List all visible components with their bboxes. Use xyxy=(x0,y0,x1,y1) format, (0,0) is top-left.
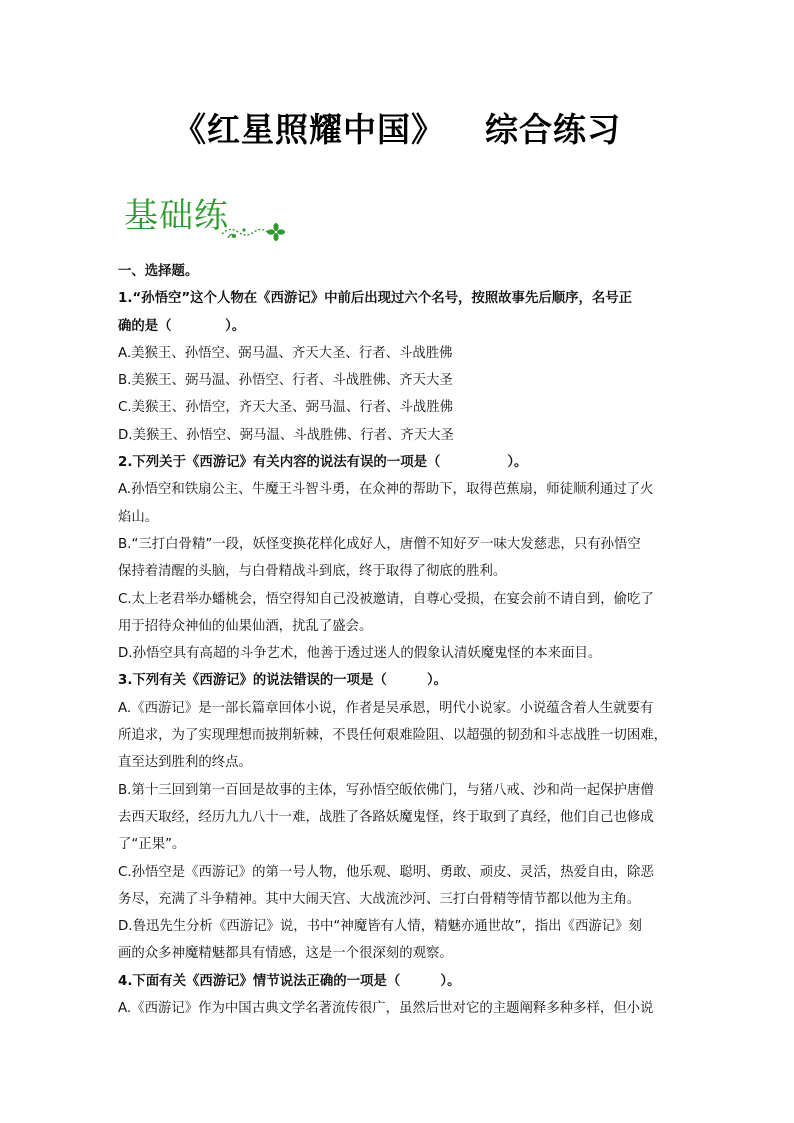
option-line: 务尽，充满了斗争精神。其中大闹天宫、大战流沙河、三打白骨精等情节都以他为主角。 xyxy=(118,891,641,907)
title-book-name: 《红星照耀中国》 xyxy=(173,110,445,149)
question-line: 1.“孙悟空”这个人物在《西游记》中前后出现过六个名号，按照故事先后顺序，名号正 xyxy=(118,291,633,307)
title-subtitle: 综合练习 xyxy=(485,110,621,149)
option-line: A.《西游记》是一部长篇章回体小说，作者是吴承恩，明代小说家。小说蕴含着人生就要有 xyxy=(118,700,654,716)
option-line: C.太上老君举办蟠桃会，悟空得知自己没被邀请，自尊心受损，在宴会前不请自到，偷吃了 xyxy=(118,591,654,607)
option-line: 保持着清醒的头脑，与白骨精战斗到底，终于取得了彻底的胜利。 xyxy=(118,564,507,580)
question-line: 3.下列有关《西游记》的说法错误的一项是（ ）。 xyxy=(118,673,448,689)
option-line: A.《西游记》作为中国古典文学名著流传很广，虽然后世对它的主题阐释多种多样，但小说 xyxy=(118,1001,654,1017)
option-line: 了“正果”。 xyxy=(118,837,186,853)
option-line: 焰山。 xyxy=(118,509,159,525)
question-line: 一、选择题。 xyxy=(118,264,199,279)
section-header-basic-practice xyxy=(120,188,300,248)
question-line: 4.下面有关《西游记》情节说法正确的一项是（ ）。 xyxy=(118,973,461,989)
option-line: 去西天取经，经历九九八十一难，战胜了各路妖魔鬼怪，终于取到了真经，他们自己也修成 xyxy=(118,809,654,825)
question-line: 2.下列关于《西游记》有关内容的说法有误的一项是（ ）。 xyxy=(118,455,528,471)
question-body xyxy=(118,258,678,1022)
question-line: 确的是（ ）。 xyxy=(118,318,246,334)
option-line: A.孙悟空和铁扇公主、牛魔王斗智斗勇，在众神的帮助下，取得芭蕉扇，师徒顺利通过了火 xyxy=(118,482,654,498)
option-line: D.孙悟空具有高超的斗争艺术，他善于透过迷人的假象认清妖魔鬼怪的本来面目。 xyxy=(118,646,602,662)
option-line: B.第十三回到第一百回是故事的主体，写孙悟空皈依佛门，与猪八戒、沙和尚一起保护唐僧 xyxy=(118,782,654,798)
option-line: 所追求，为了实现理想而披荆斩棘，不畏任何艰难险阻、以超强的韧劲和斗志战胜一切困难， xyxy=(118,728,668,744)
option-line: A.美猴王、孙悟空、弼马温、齐天大圣、行者、斗战胜佛 xyxy=(118,345,453,361)
option-line: B.“三打白骨精”一段，妖怪变换花样化成好人，唐僧不知好歹一味大发慈悲，只有孙悟空 xyxy=(118,536,641,552)
option-line: D.鲁迅先生分析《西游记》说，书中“神魔皆有人情，精魅亦通世故”，指出《西游记》刻 xyxy=(118,919,642,935)
section-label: 基础练 xyxy=(124,196,229,236)
option-line: D.美猴王、孙悟空、弼马温、斗战胜佛、行者、齐天大圣 xyxy=(118,427,454,443)
option-line: 用于招待众神仙的仙果仙酒，扰乱了盛会。 xyxy=(118,618,373,634)
option-line: 直至达到胜利的终点。 xyxy=(118,755,252,771)
page-title xyxy=(0,104,794,151)
option-line: C.美猴王、孙悟空，齐天大圣、弼马温、行者、斗战胜佛 xyxy=(118,400,453,416)
option-line: C.孙悟空是《西游记》的第一号人物，他乐观、聪明、勇敢、顽皮、灵活，热爱自由，除恶 xyxy=(118,864,654,880)
option-line: B.美猴王、弼马温、孙悟空、行者、斗战胜佛、齐天大圣 xyxy=(118,373,453,389)
option-line: 画的众多神魔精魅都具有情感，这是一个很深刻的观察。 xyxy=(118,946,453,962)
vine-clover-decoration-icon xyxy=(220,216,290,246)
